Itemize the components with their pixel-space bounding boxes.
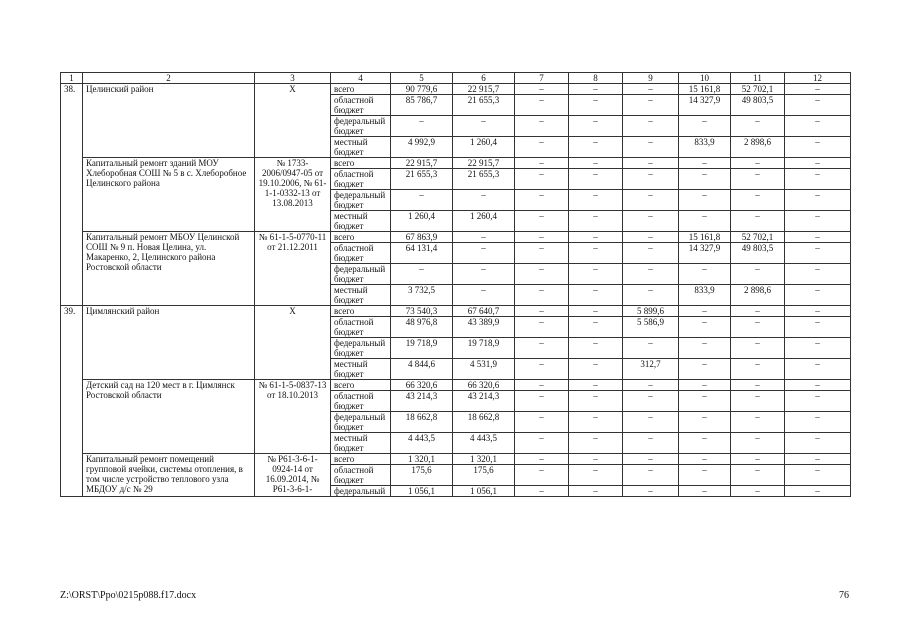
amount-cell: – <box>569 211 623 232</box>
amount-cell: – <box>623 264 679 285</box>
expertise-code: Х <box>255 306 331 380</box>
amount-cell: – <box>623 454 679 465</box>
amount-cell: – <box>731 211 785 232</box>
amount-cell: 19 718,9 <box>391 338 453 359</box>
amount-cell: – <box>785 211 851 232</box>
amount-cell: – <box>623 95 679 116</box>
amount-cell: – <box>731 190 785 211</box>
funding-source: областной бюджет <box>331 95 391 116</box>
amount-cell: – <box>515 232 569 243</box>
amount-cell: – <box>785 433 851 454</box>
amount-cell: – <box>679 211 731 232</box>
amount-cell: – <box>569 116 623 137</box>
amount-cell: – <box>569 243 623 264</box>
amount-cell: 175,6 <box>391 465 453 486</box>
amount-cell: 21 655,3 <box>391 169 453 190</box>
amount-cell: – <box>679 359 731 380</box>
amount-cell: 22 915,7 <box>453 84 515 95</box>
amount-cell: – <box>731 264 785 285</box>
amount-cell: – <box>731 338 785 359</box>
amount-cell: – <box>623 158 679 169</box>
amount-cell: – <box>679 465 731 486</box>
column-number-row <box>61 73 851 84</box>
amount-cell: – <box>623 137 679 158</box>
table-row <box>61 158 851 169</box>
amount-cell: – <box>679 454 731 465</box>
amount-cell: – <box>731 359 785 380</box>
amount-cell: – <box>515 95 569 116</box>
amount-cell: 175,6 <box>453 465 515 486</box>
funding-source: всего <box>331 232 391 243</box>
table-row <box>61 306 851 317</box>
amount-cell: – <box>731 306 785 317</box>
amount-cell: – <box>515 412 569 433</box>
amount-cell: – <box>515 211 569 232</box>
amount-cell: – <box>569 306 623 317</box>
column-number: 9 <box>623 73 679 84</box>
amount-cell: – <box>391 264 453 285</box>
amount-cell: – <box>453 264 515 285</box>
amount-cell: – <box>623 243 679 264</box>
funding-source: местный бюджет <box>331 359 391 380</box>
amount-cell: 18 662,8 <box>453 412 515 433</box>
amount-cell: – <box>515 454 569 465</box>
amount-cell: – <box>785 84 851 95</box>
amount-cell: – <box>569 338 623 359</box>
amount-cell: – <box>679 190 731 211</box>
amount-cell: – <box>785 264 851 285</box>
amount-cell: – <box>391 190 453 211</box>
amount-cell: – <box>623 84 679 95</box>
amount-cell: 21 655,3 <box>453 95 515 116</box>
amount-cell: – <box>679 306 731 317</box>
amount-cell: – <box>569 95 623 116</box>
column-number: 5 <box>391 73 453 84</box>
funding-source: всего <box>331 380 391 391</box>
column-number: 8 <box>569 73 623 84</box>
amount-cell: – <box>623 169 679 190</box>
amount-cell: – <box>623 211 679 232</box>
amount-cell: 49 803,5 <box>731 95 785 116</box>
amount-cell: – <box>679 433 731 454</box>
amount-cell: – <box>785 465 851 486</box>
amount-cell: – <box>679 391 731 412</box>
amount-cell: – <box>679 412 731 433</box>
amount-cell: – <box>785 359 851 380</box>
expertise-code: № 1733-2006/0947-05 от 19.10.2006, № 61-1-1-0332-13 от 13.08.2013 <box>255 158 331 232</box>
funding-source: местный бюджет <box>331 211 391 232</box>
document-path: Z:\ORST\Ppo\0215p088.f17.docx <box>60 590 197 601</box>
amount-cell: – <box>515 391 569 412</box>
row-number: 38. <box>61 84 83 306</box>
page-number: 76 <box>839 590 849 601</box>
object-name: Детский сад на 120 мест в г. Цимлянск Ростовской области <box>83 380 255 454</box>
amount-cell: 4 844,6 <box>391 359 453 380</box>
object-name: Капитальный ремонт МБОУ Целинской СОШ № 9 п. Новая Целина, ул. Макаренко, 2, Целинского района Ростовской области <box>83 232 255 306</box>
amount-cell: – <box>785 158 851 169</box>
funding-source: всего <box>331 306 391 317</box>
amount-cell: – <box>569 465 623 486</box>
funding-source: областной бюджет <box>331 317 391 338</box>
amount-cell: – <box>731 433 785 454</box>
amount-cell: – <box>785 306 851 317</box>
amount-cell: – <box>569 486 623 497</box>
amount-cell: – <box>515 465 569 486</box>
amount-cell: – <box>515 84 569 95</box>
amount-cell: 1 056,1 <box>391 486 453 497</box>
amount-cell: 18 662,8 <box>391 412 453 433</box>
amount-cell: 2 898,6 <box>731 285 785 306</box>
expertise-code: № 61-1-5-0837-13 от 18.10.2013 <box>255 380 331 454</box>
amount-cell: – <box>785 169 851 190</box>
amount-cell: – <box>623 433 679 454</box>
amount-cell: – <box>515 433 569 454</box>
funding-source: федеральный бюджет <box>331 190 391 211</box>
amount-cell: 21 655,3 <box>453 169 515 190</box>
amount-cell: 90 779,6 <box>391 84 453 95</box>
amount-cell: – <box>785 391 851 412</box>
amount-cell: 5 899,6 <box>623 306 679 317</box>
amount-cell: – <box>569 359 623 380</box>
amount-cell: – <box>785 380 851 391</box>
amount-cell: – <box>623 412 679 433</box>
amount-cell: – <box>785 454 851 465</box>
amount-cell: 48 976,8 <box>391 317 453 338</box>
amount-cell: – <box>785 137 851 158</box>
amount-cell: – <box>679 338 731 359</box>
amount-cell: – <box>515 190 569 211</box>
amount-cell: – <box>679 169 731 190</box>
amount-cell: – <box>623 465 679 486</box>
funding-source: всего <box>331 454 391 465</box>
amount-cell: – <box>515 158 569 169</box>
amount-cell: – <box>515 285 569 306</box>
funding-source: областной бюджет <box>331 169 391 190</box>
amount-cell: – <box>569 264 623 285</box>
amount-cell: – <box>679 116 731 137</box>
column-number: 10 <box>679 73 731 84</box>
expertise-code: № Р61-3-6-1-0924-14 от 16.09.2014, № Р61-3-6-1- <box>255 454 331 497</box>
object-name: Цимлянский район <box>83 306 255 380</box>
amount-cell: 833,9 <box>679 137 731 158</box>
amount-cell: – <box>731 169 785 190</box>
amount-cell: 312,7 <box>623 359 679 380</box>
amount-cell: – <box>623 116 679 137</box>
amount-cell: – <box>453 190 515 211</box>
amount-cell: 66 320,6 <box>453 380 515 391</box>
amount-cell: – <box>731 486 785 497</box>
funding-source: местный бюджет <box>331 285 391 306</box>
funding-source: местный бюджет <box>331 137 391 158</box>
amount-cell: 52 702,1 <box>731 84 785 95</box>
table-row <box>61 454 851 465</box>
amount-cell: 43 214,3 <box>453 391 515 412</box>
amount-cell: – <box>569 158 623 169</box>
amount-cell: 15 161,8 <box>679 232 731 243</box>
amount-cell: – <box>515 306 569 317</box>
amount-cell: – <box>623 486 679 497</box>
amount-cell: – <box>623 285 679 306</box>
amount-cell: – <box>679 317 731 338</box>
amount-cell: 1 260,4 <box>391 211 453 232</box>
amount-cell: – <box>569 454 623 465</box>
column-number: 11 <box>731 73 785 84</box>
funding-source: федеральный бюджет <box>331 264 391 285</box>
amount-cell: – <box>515 359 569 380</box>
amount-cell: 85 786,7 <box>391 95 453 116</box>
amount-cell: 4 443,5 <box>391 433 453 454</box>
amount-cell: 43 389,9 <box>453 317 515 338</box>
funding-source: федеральный бюджет <box>331 338 391 359</box>
amount-cell: – <box>453 285 515 306</box>
amount-cell: 67 640,7 <box>453 306 515 317</box>
amount-cell: – <box>731 380 785 391</box>
funding-source: областной бюджет <box>331 391 391 412</box>
amount-cell: – <box>785 190 851 211</box>
amount-cell: – <box>453 243 515 264</box>
amount-cell: – <box>623 380 679 391</box>
amount-cell: 14 327,9 <box>679 243 731 264</box>
amount-cell: 22 915,7 <box>391 158 453 169</box>
amount-cell: – <box>569 137 623 158</box>
amount-cell: – <box>515 169 569 190</box>
amount-cell: – <box>785 338 851 359</box>
amount-cell: – <box>569 380 623 391</box>
amount-cell: – <box>731 158 785 169</box>
amount-cell: 1 320,1 <box>453 454 515 465</box>
amount-cell: 1 260,4 <box>453 211 515 232</box>
amount-cell: – <box>679 486 731 497</box>
amount-cell: – <box>785 243 851 264</box>
amount-cell: – <box>515 317 569 338</box>
amount-cell: 22 915,7 <box>453 158 515 169</box>
amount-cell: – <box>569 412 623 433</box>
object-name: Целинский район <box>83 84 255 158</box>
amount-cell: 1 260,4 <box>453 137 515 158</box>
amount-cell: 5 586,9 <box>623 317 679 338</box>
budget-table <box>60 72 851 497</box>
funding-source: федеральный бюджет <box>331 116 391 137</box>
amount-cell: – <box>731 412 785 433</box>
amount-cell: – <box>785 95 851 116</box>
funding-source: местный бюджет <box>331 433 391 454</box>
amount-cell: – <box>515 486 569 497</box>
funding-source: всего <box>331 158 391 169</box>
amount-cell: – <box>731 391 785 412</box>
amount-cell: 73 540,3 <box>391 306 453 317</box>
column-number: 6 <box>453 73 515 84</box>
column-number: 7 <box>515 73 569 84</box>
row-number: 39. <box>61 306 83 497</box>
amount-cell: 64 131,4 <box>391 243 453 264</box>
amount-cell: – <box>679 380 731 391</box>
amount-cell: – <box>515 137 569 158</box>
amount-cell: – <box>785 232 851 243</box>
amount-cell: – <box>731 317 785 338</box>
table-row <box>61 380 851 391</box>
amount-cell: – <box>679 264 731 285</box>
amount-cell: – <box>569 317 623 338</box>
amount-cell: 52 702,1 <box>731 232 785 243</box>
column-number: 3 <box>255 73 331 84</box>
column-number: 4 <box>331 73 391 84</box>
amount-cell: 66 320,6 <box>391 380 453 391</box>
amount-cell: – <box>569 285 623 306</box>
amount-cell: – <box>569 391 623 412</box>
amount-cell: 15 161,8 <box>679 84 731 95</box>
amount-cell: – <box>623 190 679 211</box>
amount-cell: – <box>569 190 623 211</box>
amount-cell: 49 803,5 <box>731 243 785 264</box>
amount-cell: 43 214,3 <box>391 391 453 412</box>
table-row <box>61 84 851 95</box>
funding-source: федеральный <box>331 486 391 497</box>
funding-source: областной бюджет <box>331 243 391 264</box>
amount-cell: – <box>569 169 623 190</box>
amount-cell: – <box>731 454 785 465</box>
amount-cell: 3 732,5 <box>391 285 453 306</box>
amount-cell: – <box>391 116 453 137</box>
amount-cell: 1 056,1 <box>453 486 515 497</box>
amount-cell: – <box>785 486 851 497</box>
amount-cell: – <box>623 232 679 243</box>
amount-cell: – <box>623 391 679 412</box>
object-name: Капитальный ремонт помещений групповой ячейки, системы отопления, в том числе устройство теплового узла МБДОУ д/с № 29 <box>83 454 255 497</box>
amount-cell: – <box>453 116 515 137</box>
amount-cell: 4 443,5 <box>453 433 515 454</box>
amount-cell: – <box>785 412 851 433</box>
table-row <box>61 232 851 243</box>
amount-cell: – <box>453 232 515 243</box>
amount-cell: – <box>515 243 569 264</box>
amount-cell: 14 327,9 <box>679 95 731 116</box>
amount-cell: – <box>569 433 623 454</box>
amount-cell: – <box>623 338 679 359</box>
amount-cell: – <box>569 84 623 95</box>
amount-cell: – <box>515 264 569 285</box>
amount-cell: – <box>785 116 851 137</box>
amount-cell: 19 718,9 <box>453 338 515 359</box>
amount-cell: – <box>785 285 851 306</box>
amount-cell: 67 863,9 <box>391 232 453 243</box>
amount-cell: – <box>679 158 731 169</box>
column-number: 1 <box>61 73 83 84</box>
amount-cell: – <box>569 232 623 243</box>
funding-source: областной бюджет <box>331 465 391 486</box>
amount-cell: – <box>731 465 785 486</box>
amount-cell: – <box>515 116 569 137</box>
amount-cell: 833,9 <box>679 285 731 306</box>
funding-source: федеральный бюджет <box>331 412 391 433</box>
amount-cell: – <box>515 380 569 391</box>
amount-cell: – <box>731 116 785 137</box>
amount-cell: 4 992,9 <box>391 137 453 158</box>
budget-table-page <box>60 72 850 497</box>
amount-cell: 1 320,1 <box>391 454 453 465</box>
funding-source: всего <box>331 84 391 95</box>
expertise-code: № 61-1-5-0770-11 от 21.12.2011 <box>255 232 331 306</box>
column-number: 2 <box>83 73 255 84</box>
column-number: 12 <box>785 73 851 84</box>
amount-cell: 2 898,6 <box>731 137 785 158</box>
amount-cell: – <box>785 317 851 338</box>
amount-cell: – <box>515 338 569 359</box>
expertise-code: Х <box>255 84 331 158</box>
amount-cell: 4 531,9 <box>453 359 515 380</box>
object-name: Капитальный ремонт зданий МОУ Хлеборобная СОШ № 5 в с. Хлеборобное Целинского района <box>83 158 255 232</box>
